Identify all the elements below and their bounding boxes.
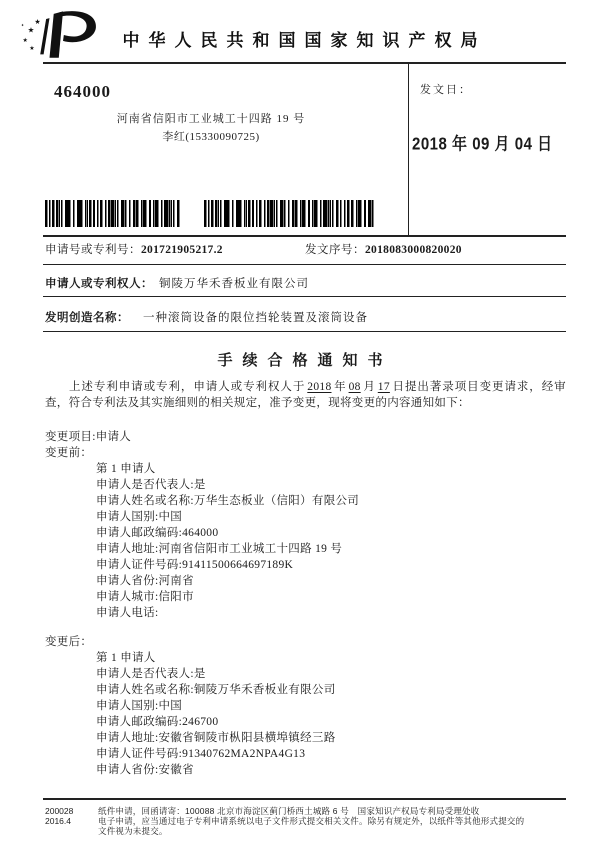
change-detail-line: 第 1 申请人 [96,463,156,475]
change-detail-line: 申请人地址:安徽省铜陵市枞阳县横埠镇经三路 [96,732,336,744]
application-number-row [45,241,223,257]
change-request-day: 17 [377,381,390,393]
row-divider-2 [43,296,566,297]
change-detail-line: 申请人国别:中国 [96,700,183,712]
change-detail-line: 申请人姓名或名称:万华生态板业（信阳）有限公司 [96,495,360,507]
footer-line-1: 纸件申请，回函请寄：100088 北京市海淀区蓟门桥西土城路 6 号 国家知识产权局专利局受理处收 [98,806,480,816]
header-divider [43,62,566,64]
agency-title: 中华人民共和国国家知识产权局 [122,31,487,50]
footer-instructions [98,806,572,836]
notice-title: 手续合格通知书 [217,353,393,369]
mailing-recipient: 李红(15330090725) [162,131,260,143]
form-date: 2016.4 [45,816,71,826]
invention-title-label: 发明创造名称： [45,312,129,324]
paragraph-post: 日提出著录项目变更请求，经审查，符合专利法及其实施细则的相关规定，准予变更，现将变更的内容通知如下： [45,381,566,410]
change-detail-line: 申请人姓名或名称:铜陵万华禾香板业有限公司 [96,684,336,696]
invention-title-row [45,309,368,325]
change-detail-line: 申请人电话: [96,607,159,619]
svg-text:★: ★ [34,19,41,27]
paragraph-pre: 上述专利申请或专利，申请人或专利权人于 [69,381,306,393]
invention-title-value: 一种滚筒设备的限位挡轮装置及滚筒设备 [143,312,368,324]
footer-divider [43,798,566,800]
year-unit: 年 [333,381,347,393]
mailing-address: 河南省信阳市工业城工十四路 19 号 [116,113,306,125]
change-detail-line: 申请人是否代表人:是 [96,479,206,491]
barcode-left [45,200,181,227]
change-detail-line: 申请人省份:河南省 [96,575,194,587]
box-bottom-rule [43,235,566,237]
dispatch-number-label: 发文序号： [305,244,365,256]
change-request-year: 2018 [307,381,332,393]
form-code-block [45,806,73,826]
issue-date-label: 发文日： [420,84,472,96]
form-code: 200028 [45,806,74,816]
dispatch-number-value: 2018083000820020 [365,244,462,256]
change-detail-line: 申请人证件号码:91340762MA2NPA4G13 [96,748,306,760]
change-detail-line: 申请人省份:安徽省 [96,764,194,776]
row-divider-3 [43,331,566,332]
change-detail-line: 申请人地址:河南省信阳市工业城工十四路 19 号 [96,543,343,555]
change-detail-line: 申请人证件号码:91411500664697189K [96,559,294,571]
application-number-label: 申请号或专利号： [45,244,141,256]
svg-text:★: ★ [27,25,35,35]
change-after-list [96,650,336,778]
box-vertical-divider [408,64,409,236]
barcode-right [204,200,375,227]
applicant-row [45,275,309,291]
change-detail-line: 申请人国别:中国 [96,511,183,523]
mailing-postcode: 464000 [54,82,111,101]
change-detail-line: 申请人城市:信阳市 [96,591,194,603]
change-after-section [45,634,336,778]
change-before-list [96,461,359,621]
svg-text:★: ★ [22,37,28,44]
applicant-label: 申请人或专利权人： [45,278,153,290]
cnipa-logo-icon [20,8,106,62]
svg-text:✦: ✦ [20,22,25,28]
application-number-value: 201721905217.2 [141,244,223,256]
month-unit: 月 [362,381,376,393]
applicant-value: 铜陵万华禾香板业有限公司 [159,278,309,290]
change-item-label: 变更项目:申请人 [45,431,132,443]
notice-paragraph [45,379,566,412]
footer-line-3: 文件视为未提交。 [98,826,168,836]
change-detail-line: 第 1 申请人 [96,652,156,664]
change-request-month: 08 [348,381,361,393]
dispatch-number-row [305,241,462,257]
change-after-label: 变更后： [45,636,93,648]
footer-line-2: 电子申请，应当通过电子专利申请系统以电子文件形式提交相关文件。除另有规定外，以纸件等其他形式提交的 [98,816,525,826]
change-before-label: 变更前： [45,447,93,459]
change-detail-line: 申请人邮政编码:246700 [96,716,219,728]
change-detail-line: 申请人是否代表人:是 [96,668,206,680]
change-detail-line: 申请人邮政编码:464000 [96,527,219,539]
svg-text:★: ★ [29,46,35,53]
issue-date-value: 2018 年 09 月 04 日 [412,134,553,154]
row-divider-1 [43,264,566,265]
change-before-section [45,429,359,621]
